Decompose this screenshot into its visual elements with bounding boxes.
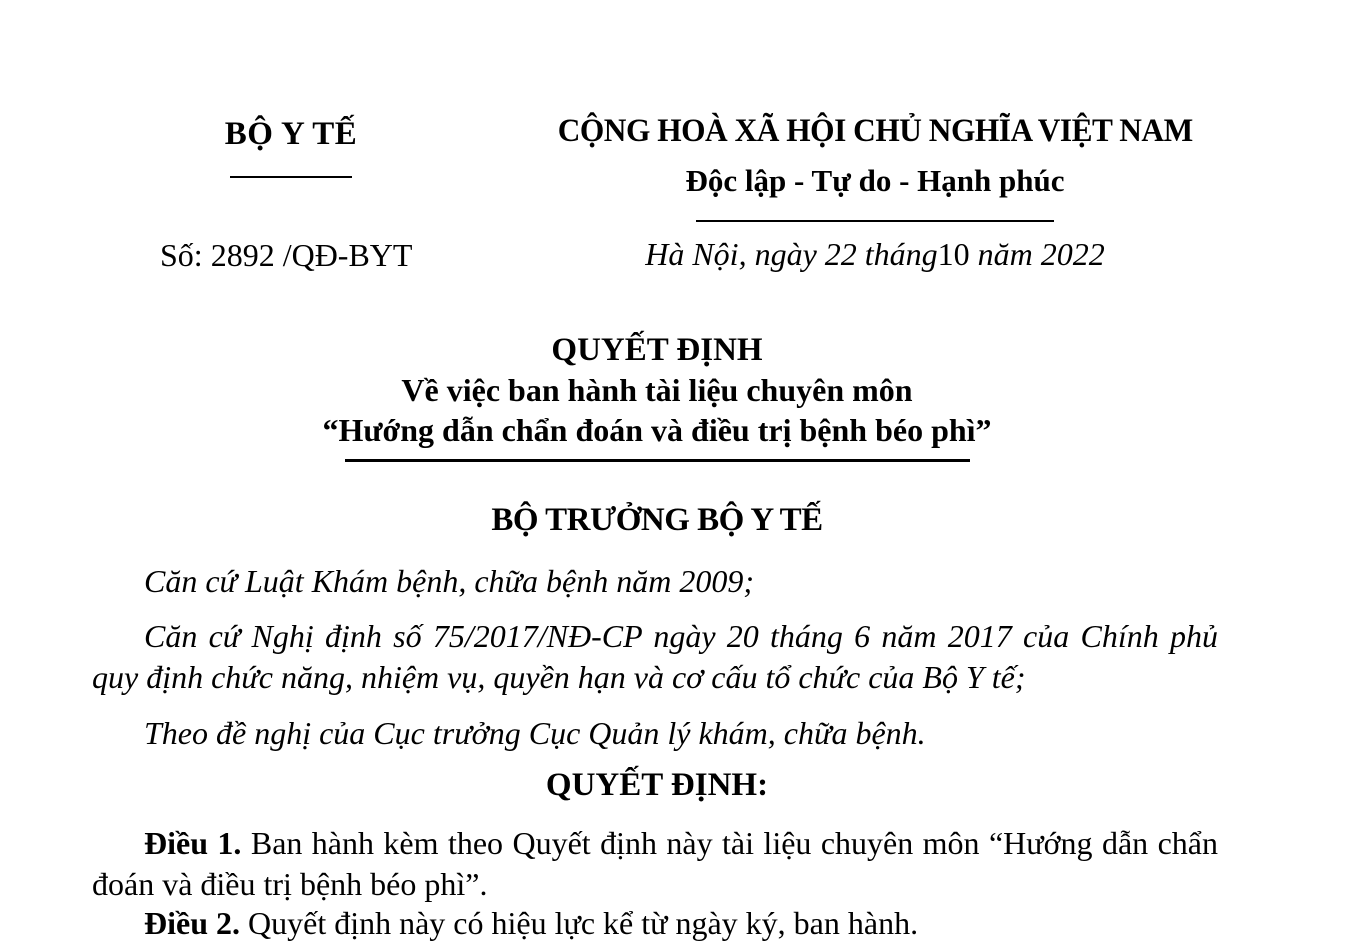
motto-divider-line (696, 220, 1054, 222)
article-label: Điều 2. (144, 905, 240, 941)
document-number-label: Số: (160, 237, 203, 273)
article-paragraph-clipped (92, 903, 1218, 944)
date-day: 22 (824, 236, 857, 272)
national-title-row (505, 108, 1245, 160)
date-nam-label: năm (977, 236, 1033, 272)
article-label: Điều 1. (144, 825, 242, 861)
national-header-block (505, 108, 1245, 222)
document-subtitle-quoted: “Hướng dẫn chẩn đoán và điều trị bệnh béo phì” (322, 412, 992, 448)
title-underline (345, 459, 970, 462)
issuing-org-name: BỘ Y TẾ (224, 116, 358, 152)
article-text: Ban hành kèm theo Quyết định này tài liệu chuyên môn “Hướng dẫn chẩn đoán và điều trị bệnh béo phì”. (92, 825, 1219, 902)
national-motto: Độc lập - Tự do - Hạnh phúc (685, 163, 1065, 198)
document-number-suffix: /QĐ-BYT (282, 237, 413, 273)
authority-heading: BỘ TRƯỞNG BỘ Y TẾ (491, 502, 823, 538)
document-number (160, 237, 412, 274)
article-paragraph (92, 823, 1218, 905)
document-title-block (92, 330, 1222, 462)
issuing-org-block (165, 112, 417, 178)
national-title: CỘNG HOÀ XÃ HỘI CHỦ NGHĨA VIỆT NAM (557, 113, 1193, 149)
date-thang-label: tháng (864, 236, 938, 272)
org-divider-line (230, 176, 352, 178)
place-date-line (505, 236, 1245, 273)
recital-paragraph: Căn cứ Luật Khám bệnh, chữa bệnh năm 2009; (144, 563, 754, 599)
document-subtitle: Về việc ban hành tài liệu chuyên môn (401, 372, 913, 408)
date-year: 2022 (1040, 236, 1105, 272)
recital-paragraph: Theo đề nghị của Cục trưởng Cục Quản lý khám, chữa bệnh. (144, 715, 926, 751)
article-text: Quyết định này có hiệu lực kể từ ngày ký, ban hành. (248, 905, 919, 941)
recital-paragraph: Căn cứ Nghị định số 75/2017/NĐ-CP ngày 20 tháng 6 năm 2017 của Chính phủ quy định chức năng, nhiệm vụ, quyền hạn và cơ cấu tổ chức của Bộ Y tế; (92, 618, 1218, 695)
date-month: 10 (937, 236, 970, 272)
decree-heading: QUYẾT ĐỊNH: (545, 767, 769, 803)
document-number-value: 2892 (210, 237, 275, 273)
place-date-prefix: Hà Nội, ngày (645, 236, 817, 272)
document-title: QUYẾT ĐỊNH (551, 332, 763, 368)
